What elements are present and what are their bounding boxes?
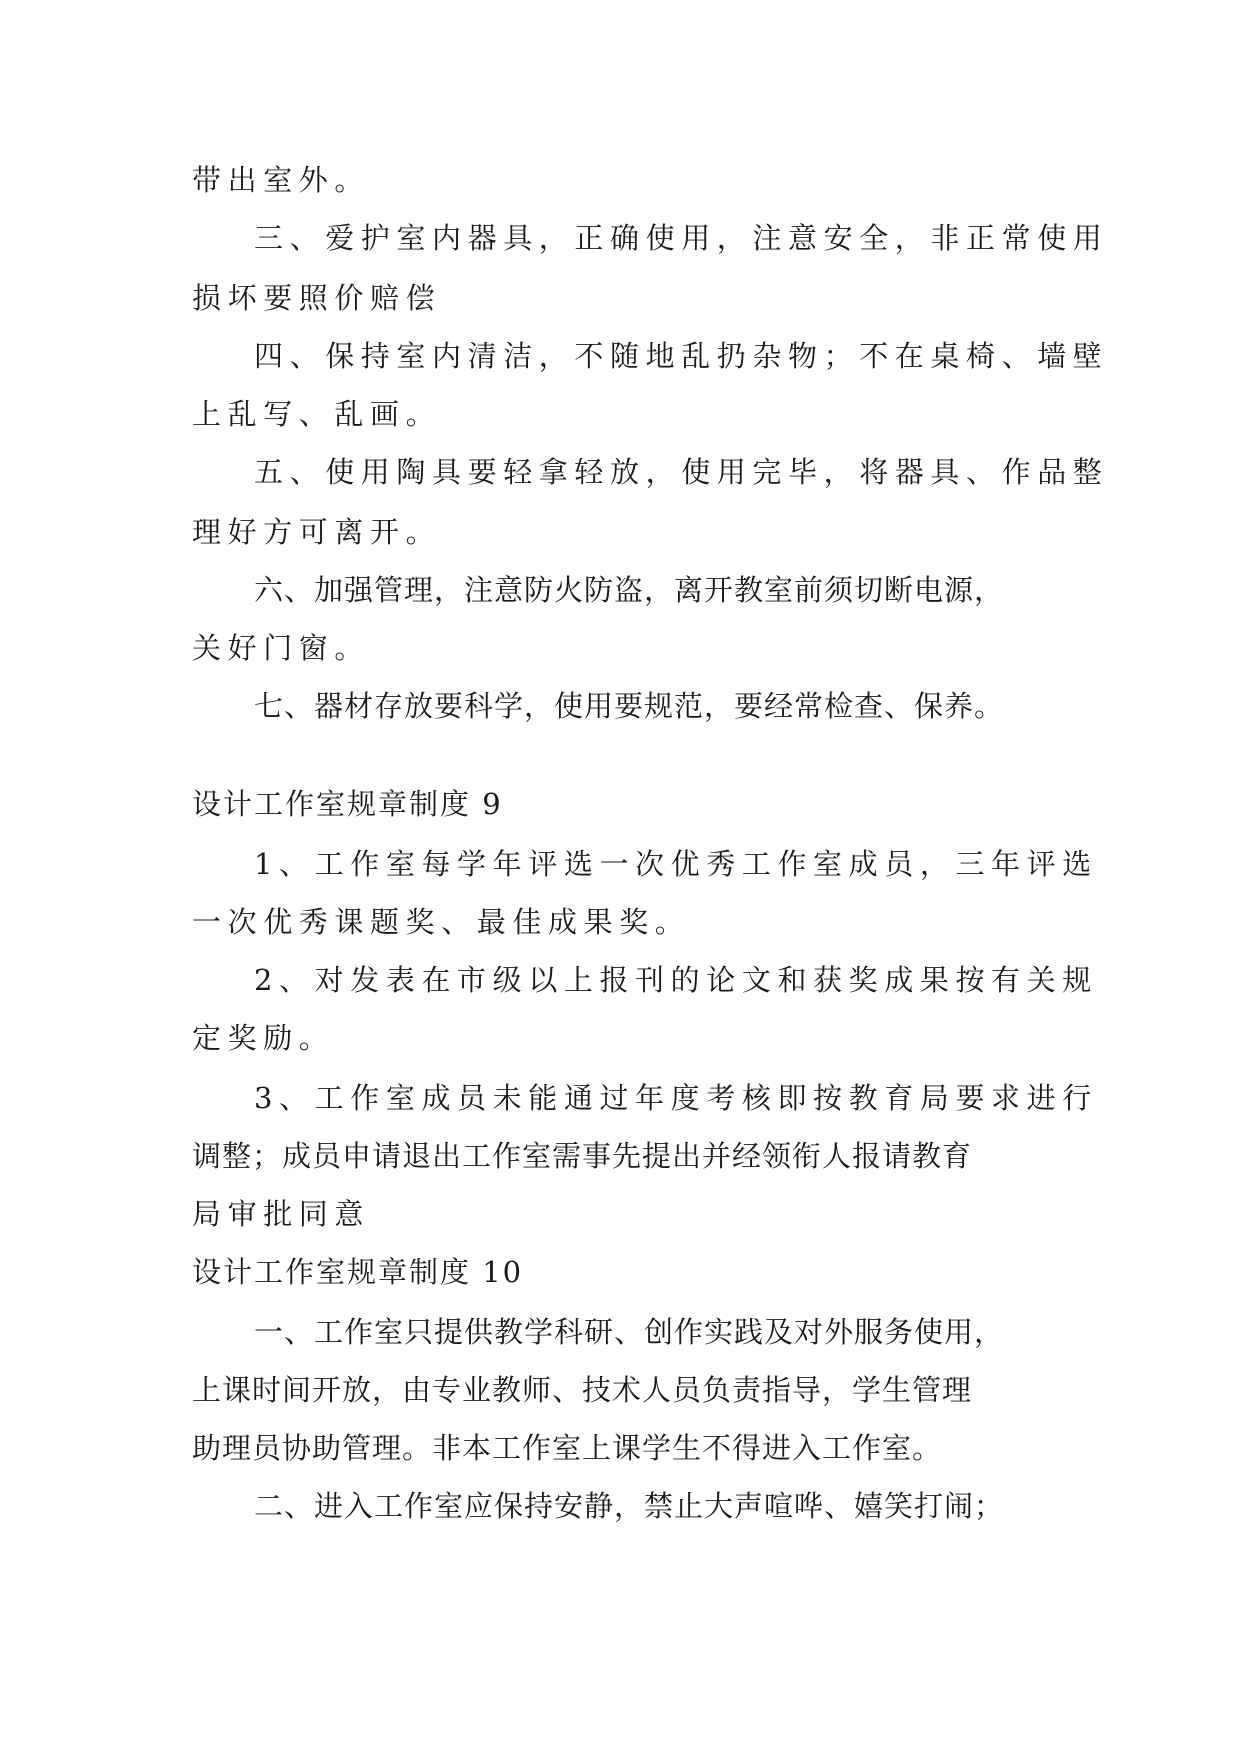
text-line: 上乱写、乱画。 <box>192 397 442 431</box>
text-line: 六、加强管理，注意防火防盗，离开教室前须切断电源， <box>254 573 1005 607</box>
text-line: 调整；成员申请退出工作室需事先提出并经领衔人报请教育 <box>192 1139 973 1173</box>
text-line: 1、工作室每学年评选一次优秀工作室成员，三年评选 <box>254 847 1098 881</box>
text-line: 二、进入工作室应保持安静，禁止大声喧哗、嬉笑打闹； <box>254 1489 1005 1523</box>
text-line: 四、保持室内清洁，不随地乱扔杂物；不在桌椅、墙壁 <box>254 339 1109 373</box>
section-heading: 设计工作室规章制度 9 <box>192 787 503 821</box>
text-line: 五、使用陶具要轻拿轻放，使用完毕，将器具、作品整 <box>254 455 1109 489</box>
text-line: 3、工作室成员未能通过年度考核即按教育局要求进行 <box>254 1081 1098 1115</box>
text-line: 七、器材存放要科学，使用要规范，要经常检查、保养。 <box>254 689 1005 723</box>
text-line: 带出室外。 <box>192 163 371 197</box>
text-line: 2、对发表在市级以上报刊的论文和获奖成果按有关规 <box>254 963 1098 997</box>
text-line: 一、工作室只提供教学科研、创作实践及对外服务使用， <box>254 1315 1005 1349</box>
text-line: 局审批同意 <box>192 1197 371 1231</box>
text-line: 一次优秀课题奖、最佳成果奖。 <box>192 905 691 939</box>
text-line: 定奖励。 <box>192 1021 335 1055</box>
text-line: 关好门窗。 <box>192 631 371 665</box>
text-line: 三、爱护室内器具，正确使用，注意安全，非正常使用 <box>254 221 1109 255</box>
section-heading: 设计工作室规章制度 10 <box>192 1255 524 1289</box>
text-line: 损坏要照价赔偿 <box>192 281 442 315</box>
text-line: 助理员协助管理。非本工作室上课学生不得进入工作室。 <box>192 1431 943 1465</box>
text-line: 上课时间开放，由专业教师、技术人员负责指导，学生管理 <box>192 1373 973 1407</box>
text-line: 理好方可离开。 <box>192 515 442 549</box>
